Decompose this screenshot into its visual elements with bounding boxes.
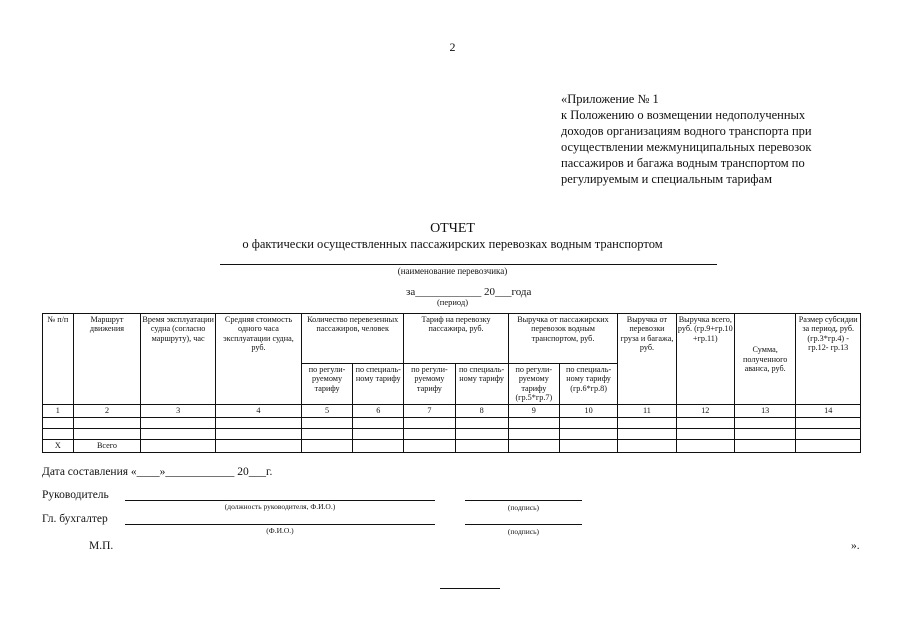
column-number: 5	[301, 405, 352, 418]
annex-line: к Положению о возмещении недополученных	[561, 108, 806, 122]
header-cell: Время эксплуатации судна (согласно маршруту), час	[141, 314, 216, 405]
total-row	[43, 440, 861, 453]
total-label: Всего	[73, 440, 141, 453]
total-mark: Х	[43, 440, 74, 453]
header-cell: по регули-руемому тарифу (гр.5*гр.7)	[508, 363, 559, 405]
accountant-signature-line	[465, 524, 582, 525]
accountant-name-line	[125, 524, 435, 525]
header-cell: Сумма, полученного аванса, руб.	[734, 314, 795, 405]
report-subtitle: о фактически осуществленных пассажирских перевозках водным транспортом	[242, 237, 663, 251]
report-title: ОТЧЕТ	[430, 221, 475, 236]
column-number: 3	[141, 405, 216, 418]
column-number: 8	[455, 405, 508, 418]
column-number: 2	[73, 405, 141, 418]
period-caption: (период)	[436, 297, 469, 307]
manager-signature-line	[465, 500, 582, 501]
annex-line: «Приложение № 1	[561, 92, 659, 106]
end-rule	[440, 588, 500, 589]
manager-label: Руководитель	[42, 489, 109, 501]
header-cell: по специаль-ному тарифу (гр.6*гр.8)	[559, 363, 617, 405]
column-number: 14	[796, 405, 861, 418]
manager-name-line	[125, 500, 435, 501]
page-number: 2	[449, 40, 456, 54]
header-cell: Количество перевезенных пассажиров, человек	[301, 314, 403, 364]
manager-caption: (должность руководителя, Ф.И.О.)	[224, 502, 336, 511]
table-row	[43, 418, 861, 429]
signature-caption: (подпись)	[507, 503, 540, 512]
report-table	[42, 313, 861, 453]
seal-mark: М.П.	[89, 540, 114, 552]
header-cell: по специаль-ному тарифу	[455, 363, 508, 405]
annex-line: пассажиров и багажа водным транспортом по	[561, 156, 805, 170]
carrier-name-line	[220, 264, 717, 265]
carrier-caption: (наименование перевозчика)	[397, 266, 508, 276]
column-number: 4	[215, 405, 301, 418]
header-cell: Средняя стоимость одного часа эксплуатации судна, руб.	[215, 314, 301, 405]
table-row	[43, 429, 861, 440]
column-number: 7	[404, 405, 455, 418]
header-cell: по регули-руемому тарифу	[404, 363, 455, 405]
header-cell: по регули-руемому тарифу	[301, 363, 352, 405]
column-number: 13	[734, 405, 795, 418]
annex-line: регулируемым и специальным тарифам	[561, 172, 772, 186]
header-cell: Выручка всего, руб. (гр.9+гр.10 +гр.11)	[676, 314, 734, 405]
header-cell: Размер субсидии за период, руб. (гр.3*гр.4) - гр.12- гр.13	[796, 314, 861, 405]
header-cell: Маршрут движения	[73, 314, 141, 405]
column-number: 6	[353, 405, 404, 418]
column-number: 11	[618, 405, 676, 418]
header-cell: Выручка от перевозки груза и багажа, руб.	[618, 314, 676, 405]
header-cell: Тариф на перевозку пассажира, руб.	[404, 314, 508, 364]
header-cell: Выручка от пассажирских перевозок водным транспортом, руб.	[508, 314, 618, 364]
header-cell: по специаль-ному тарифу	[353, 363, 404, 405]
column-number: 9	[508, 405, 559, 418]
column-number: 10	[559, 405, 617, 418]
accountant-caption: (Ф.И.О.)	[266, 526, 294, 535]
closing-quote: ».	[851, 540, 860, 552]
header-cell: № п/п	[43, 314, 74, 405]
accountant-label: Гл. бухгалтер	[42, 513, 108, 525]
period-line: за____________ 20___года	[406, 286, 532, 298]
annex-block	[561, 91, 881, 187]
column-number: 12	[676, 405, 734, 418]
signature-caption: (подпись)	[507, 527, 540, 536]
date-line: Дата составления «____»____________ 20___г.	[42, 466, 273, 478]
annex-line: осуществлении межмуниципальных перевозок	[561, 140, 812, 154]
column-number: 1	[43, 405, 74, 418]
annex-line: доходов организациям водного транспорта при	[561, 124, 812, 138]
